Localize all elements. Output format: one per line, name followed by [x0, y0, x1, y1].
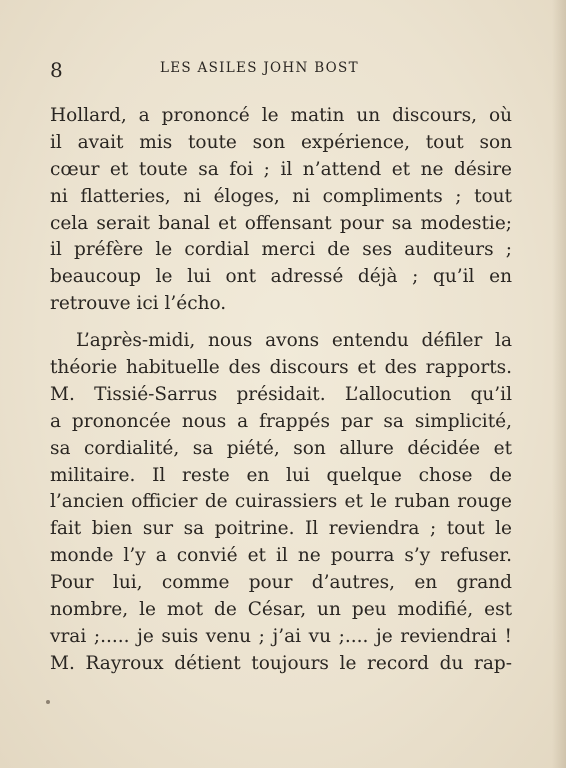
text-line: sa cordialité, sa piété, son allure décidée et — [50, 437, 512, 459]
ink-speck — [46, 700, 50, 704]
text-line: fait bien sur sa poitrine. Il reviendra ; tout le — [50, 518, 512, 540]
text-line: théorie habituelle des discours et des rapports. — [50, 357, 512, 379]
text-line: vrai ;..... je suis venu ; j’ai vu ;.... je reviendrai ! — [50, 625, 512, 647]
text-line: L’après-midi, nous avons entendu défiler la — [76, 330, 512, 352]
page-edge-shadow — [552, 0, 566, 768]
paragraph-2 — [50, 328, 512, 678]
text-line: retrouve ici l’écho. — [50, 293, 227, 315]
paragraph-gap — [50, 318, 512, 328]
text-line: militaire. Il reste en lui quelque chose de — [50, 464, 512, 486]
text-line: beaucoup le lui ont adressé déjà ; qu’il en — [50, 266, 512, 288]
page-header — [50, 56, 516, 80]
text-line: a prononcée nous a frappés par sa simplicité, — [50, 410, 512, 432]
text-line: il avait mis toute son expérience, tout son — [50, 131, 512, 153]
text-line: cœur et toute sa foi ; il n’attend et ne désire — [50, 158, 512, 180]
text-line: monde l’y a convié et il ne pourra s’y refuser. — [50, 545, 512, 567]
text-line: il préfère le cordial merci de ses auditeurs ; — [50, 239, 512, 261]
text-line: M. Rayroux détient toujours le record du rap- — [50, 652, 512, 674]
text-line: Pour lui, comme pour d’autres, en grand — [50, 572, 512, 594]
text-line: M. Tissié-Sarrus présidait. L’allocution qu’il — [50, 383, 512, 405]
text-line: cela serait banal et offensant pour sa modestie; — [50, 212, 512, 234]
text-line: nombre, le mot de César, un peu modifié, est — [50, 599, 512, 621]
running-title: LES ASILES JOHN BOST — [160, 60, 359, 76]
paragraph-1 — [50, 103, 512, 318]
text-line: Hollard, a prononcé le matin un discours, où — [50, 105, 512, 126]
body-text — [50, 103, 512, 678]
text-line: ni flatteries, ni éloges, ni compliments ; tout — [50, 185, 512, 207]
text-line: l’ancien officier de cuirassiers et le ruban rouge — [50, 491, 512, 513]
page-number: 8 — [50, 58, 63, 82]
